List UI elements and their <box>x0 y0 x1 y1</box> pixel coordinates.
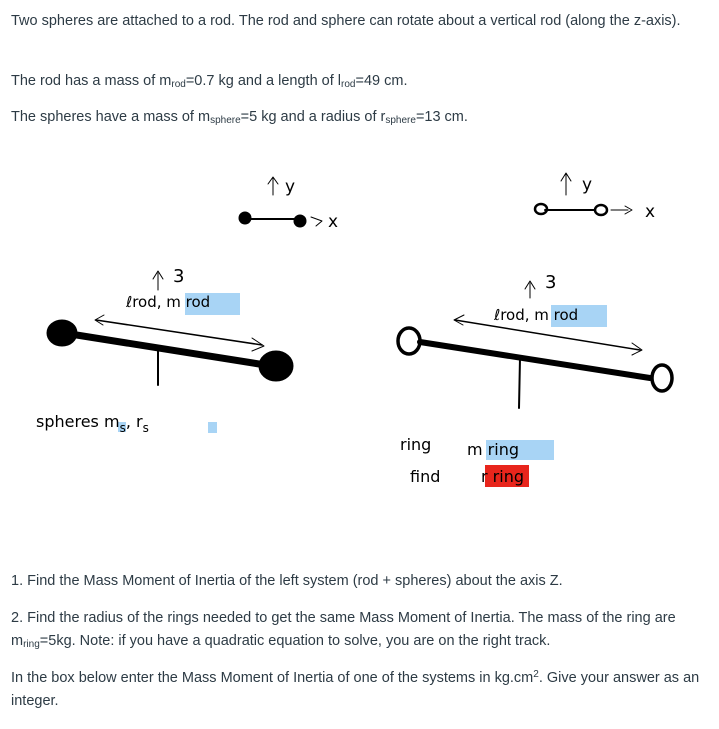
ring-mass-subscript: ring <box>23 639 40 650</box>
sphere-paragraph <box>11 106 707 129</box>
intro-text: Two spheres are attached to a rod. The rod and sphere can rotate about a vertical rod (along the z-axis). <box>11 13 681 29</box>
right-axis-z-label: 3 <box>545 272 557 293</box>
rod-mass-subscript: rod <box>171 79 186 90</box>
right-rod-rings-diagram <box>398 281 672 408</box>
ring-mass-label: m ring <box>467 440 519 459</box>
rod-paragraph <box>11 70 707 93</box>
right-axis-x-label: x <box>645 202 656 222</box>
sphere-mass-value: =5 kg and a radius of r <box>240 109 386 125</box>
instructions-prefix: In the box below enter the Mass Moment of Inertia of one of the systems in kg.cm <box>11 670 534 686</box>
sphere-radius-subscript: sphere <box>385 115 416 126</box>
question-1 <box>11 570 707 593</box>
sphere-mass-subscript: sphere <box>210 115 241 126</box>
question-1-text: 1. Find the Mass Moment of Inertia of the left system (rod + spheres) about the axis Z. <box>11 573 563 589</box>
unit-superscript: 2 <box>533 669 539 680</box>
left-axis-y-label: y <box>285 177 296 197</box>
rod-prefix: The rod has a mass of m <box>11 73 172 89</box>
left-rs-sub-highlight <box>208 422 217 433</box>
find-label: find <box>410 467 441 486</box>
small-sphere-left <box>239 212 251 224</box>
small-sphere-right <box>294 215 306 227</box>
left-axis-diagram <box>239 177 322 227</box>
question-2 <box>11 607 707 653</box>
instructions <box>11 667 707 713</box>
left-ring <box>398 328 420 354</box>
right-ring <box>652 365 672 391</box>
rod-mass-value: =0.7 kg and a length of l <box>185 73 342 89</box>
sphere-radius-value: =13 cm. <box>415 109 468 125</box>
rod-length-value: =49 cm. <box>355 73 408 89</box>
small-ring-right <box>595 205 607 215</box>
intro-paragraph <box>11 10 707 33</box>
question-2-suffix: =5kg. Note: if you have a quadratic equation to solve, you are on the right track. <box>39 633 551 649</box>
sketch-figure <box>0 150 719 550</box>
right-sphere-large <box>259 351 293 381</box>
left-rod-spheres-diagram <box>47 271 293 385</box>
left-sphere-large <box>47 320 77 346</box>
ring-label: ring <box>400 435 432 454</box>
right-axis-y-label: y <box>582 175 593 195</box>
right-rod-labels: ℓrod, m rod <box>494 306 579 324</box>
spheres-label: spheres $m_s$, $r_s$ <box>36 412 149 435</box>
question-2-prefix: 2. Find the radius of the rings needed to get the same Mass Moment of Inertia. The mass of the ring are m <box>11 610 676 649</box>
sphere-prefix: The spheres have a mass of m <box>11 109 211 125</box>
left-axis-x-label: x <box>328 212 339 232</box>
instructions-suffix: . Give your answer as an integer. <box>11 670 700 709</box>
rod-length-subscript: rod <box>341 79 356 90</box>
left-rod-labels: ℓrod, m rod <box>126 293 211 311</box>
ring-radius-label: r ring <box>481 467 524 486</box>
left-axis-z-label: 3 <box>173 266 185 287</box>
